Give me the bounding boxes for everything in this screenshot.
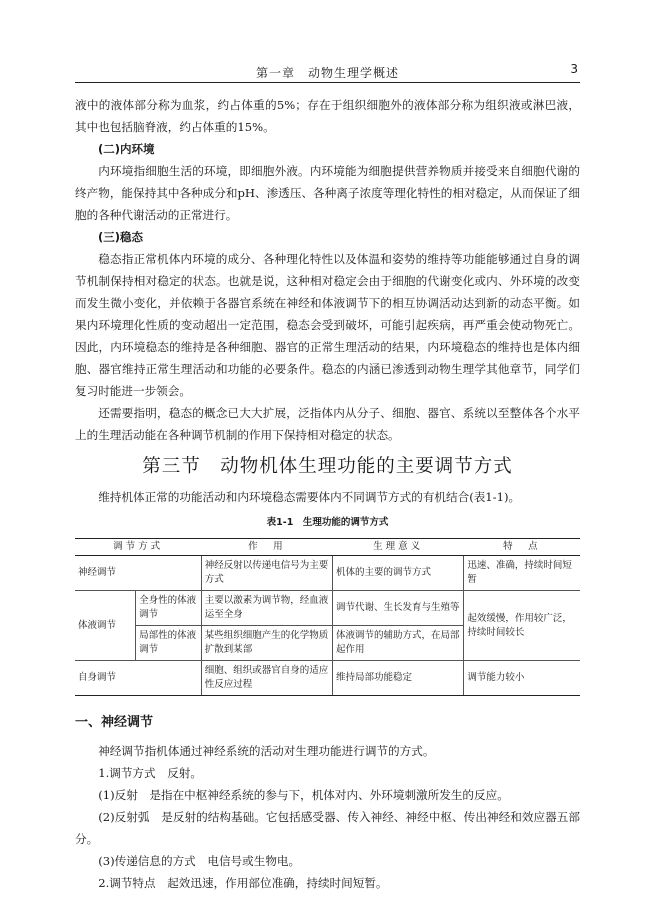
table-row <box>75 591 580 626</box>
table-cell: 主要以激素为调节物，经血液运至全身 <box>201 591 332 626</box>
paragraph: 内环境指细胞生活的环境，即细胞外液。内环境能为细胞提供营养物质并接受来自细胞代谢的终产物，能保持其中各种成分和pH、渗透压、各种离子浓度等理化特性的相对稳定，从而保证了细胞的各种代谢活动的正常进行。 <box>75 164 580 222</box>
table-cell: 起效缓慢，作用较广泛，持续时间较长 <box>464 591 580 661</box>
table-cell: 体液调节的辅助方式，在局部起作用 <box>333 626 464 661</box>
table-cell: 神经调节 <box>75 556 201 591</box>
table-cell: 体液调节 <box>75 591 136 661</box>
chapter-title: 第一章 动物生理学概述 <box>255 66 399 80</box>
regulation-table <box>75 538 580 696</box>
subsection-heading: 一、神经调节 <box>75 715 154 730</box>
table-header: 特 点 <box>464 539 580 556</box>
body-text <box>75 94 580 894</box>
paragraph: 液中的液体部分称为血浆，约占体重的5%；存在于组织细胞外的液体部分称为组织液或淋巴液，其中也包括脑脊液，约占体重的15%。 <box>75 98 580 134</box>
table-cell: 神经反射以传递电信号为主要方式 <box>201 556 332 591</box>
section-intro: 维持机体正常的功能活动和内环境稳态需要体内不同调节方式的有机结合(表1-1)。 <box>98 490 521 504</box>
table-row <box>75 661 580 696</box>
paragraph: 还需要指明，稳态的概念已大大扩展，泛指体内从分子、细胞、器官、系统以至整体各个水平上的生理活动能在各种调节机制的作用下保持相对稳定的状态。 <box>75 406 580 442</box>
paragraph: 稳态指正常机体内环境的成分、各种理化特性以及体温和姿势的维持等功能能够通过自身的调节机制保持相对稳定的状态。也就是说，这种相对稳定会由于细胞的代谢变化或内、外环境的改变而发生微小变化，并依赖于各器官系统在神经和体液调节下的相互协调活动达到新的动态平衡。如果内环境理化性质的变动超出一定范围，稳态会受到破坏，可能引起疾病，再严重会使动物死亡。因此，内环境稳态的维持是各种细胞、器官的正常生理活动的结果，内环境稳态的维持也是体内细胞、器官维持正常生理活动和功能的必要条件。稳态的内涵已渗透到动物生理学其他章节，同学们复习时能进一步领会。 <box>75 252 580 398</box>
table-cell: 某些组织细胞产生的化学物质扩散到某部 <box>201 626 332 661</box>
table-cell: 维持局部功能稳定 <box>333 661 464 696</box>
table-caption: 表1-1 生理功能的调节方式 <box>266 517 389 528</box>
page-number: 3 <box>570 62 578 76</box>
table-cell: 自身调节 <box>75 661 201 696</box>
table-header: 作 用 <box>201 539 332 556</box>
table-row <box>75 556 580 591</box>
list-item: 2.调节特点 起效迅速，作用部位准确，持续时间短暂。 <box>98 876 388 890</box>
table-header: 生理意义 <box>333 539 464 556</box>
list-item: (2)反射弧 是反射的结构基础。它包括感受器、传入神经、神经中枢、传出神经和效应器五部分。 <box>75 810 580 846</box>
list-item: 1.调节方式 反射。 <box>98 766 202 780</box>
table-header-row <box>75 539 580 556</box>
subheading: (二)内环境 <box>98 142 155 156</box>
table-cell: 机体的主要的调节方式 <box>333 556 464 591</box>
subheading: (三)稳态 <box>98 230 144 244</box>
table-cell: 调节代谢、生长发育与生殖等 <box>333 591 464 626</box>
table-cell: 迅速、准确，持续时间短暂 <box>464 556 580 591</box>
table-cell: 全身性的体液调节 <box>136 591 202 626</box>
running-header <box>75 62 580 83</box>
list-item: (3)传递信息的方式 电信号或生物电。 <box>98 854 301 868</box>
list-item: (1)反射 是指在中枢神经系统的参与下，机体对内、外环境刺激所发生的反应。 <box>98 788 509 802</box>
table-cell: 调节能力较小 <box>464 661 580 696</box>
section-title: 第三节 动物机体生理功能的主要调节方式 <box>142 456 513 477</box>
table-cell: 局部性的体液调节 <box>136 626 202 661</box>
paragraph: 神经调节指机体通过神经系统的活动对生理功能进行调节的方式。 <box>98 744 435 758</box>
table-cell: 细胞、组织或器官自身的适应性反应过程 <box>201 661 332 696</box>
table-header: 调节方式 <box>75 539 201 556</box>
